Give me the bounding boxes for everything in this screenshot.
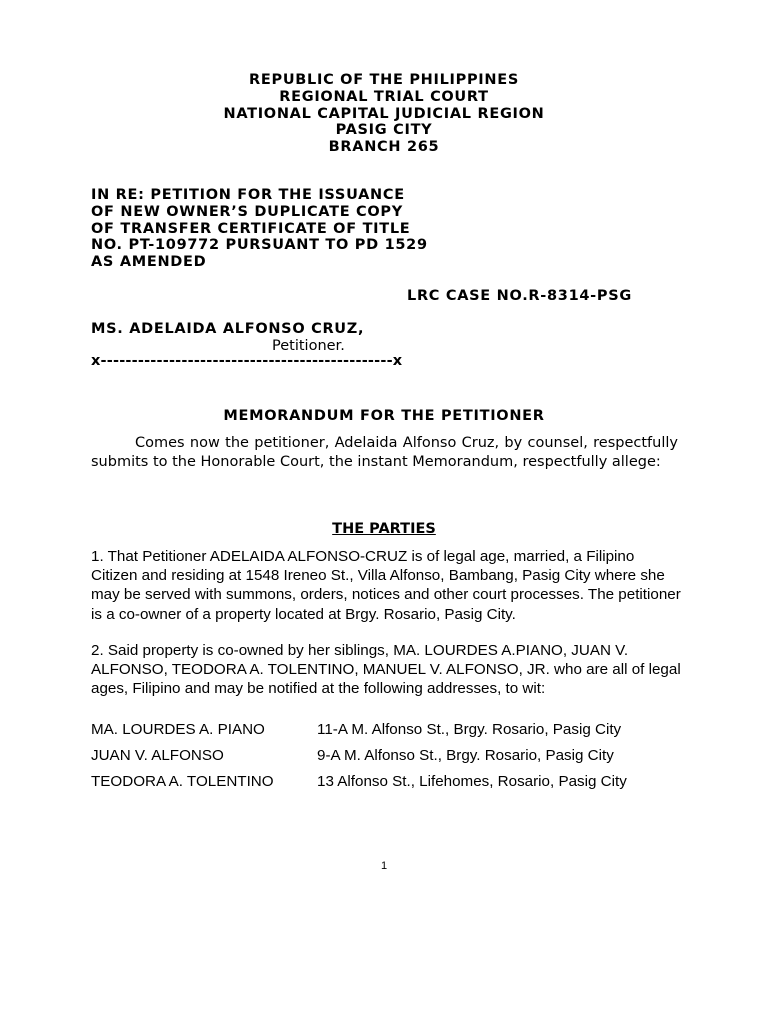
memorandum-title: MEMORANDUM FOR THE PETITIONER [223,408,545,424]
sibling-address: 13 Alfonso St., Lifehomes, Rosario, Pasig City [317,773,627,790]
intro-paragraph: Comes now the petitioner, Adelaida Alfonso Cruz, by counsel, respectfully submits to the Honorable Court, the instant Memorandum, respectfully allege: [91,435,678,470]
paragraph-1: 1. That Petitioner ADELAIDA ALFONSO-CRUZ is of legal age, married, a Filipino Citizen and residing at 1548 Ireneo St., Villa Alfonso, Bambang, Pasig City where she may be served with summons, orders, notices and other court processes. The petitioner is a co-owner of a property located at Brgy. Rosario, Pasig City. [91,548,681,623]
case-caption [91,187,428,271]
court-line: PASIG CITY [335,122,433,139]
court-line: NATIONAL CAPITAL JUDICIAL REGION [223,105,545,122]
caption-line: OF TRANSFER CERTIFICATE OF TITLE [91,220,411,237]
paragraph-2: 2. Said property is co-owned by her siblings, MA. LOURDES A.PIANO, JUAN V. ALFONSO, TEODORA A. TOLENTINO, MANUEL V. ALFONSO, JR. who are all of legal ages, Filipino and may be notified at the following addresses, to wit: [91,642,681,698]
caption-line: OF NEW OWNER’S DUPLICATE COPY [91,203,403,220]
court-line: REGIONAL TRIAL COURT [279,88,489,105]
case-number: LRC CASE NO.R-8314-PSG [407,288,632,304]
caption-line: NO. PT-109772 PURSUANT TO PD 1529 [91,237,428,254]
sibling-address: 9-A M. Alfonso St., Brgy. Rosario, Pasig City [317,747,614,764]
page-number: 1 [380,860,388,872]
sibling-address: 11-A M. Alfonso St., Brgy. Rosario, Pasig City [317,721,622,738]
petitioner-name: MS. ADELAIDA ALFONSO CRUZ, [91,321,365,337]
section-title-parties: THE PARTIES [332,521,436,537]
sibling-name: MA. LOURDES A. PIANO [91,721,265,738]
court-line: BRANCH 265 [328,139,440,156]
petitioner-role: Petitioner. [272,338,345,354]
sibling-name: TEODORA A. TOLENTINO [91,773,274,790]
court-heading [0,72,768,156]
court-line: REPUBLIC OF THE PHILIPPINES [249,72,519,88]
sibling-name: JUAN V. ALFONSO [91,747,224,764]
caption-line: AS AMENDED [91,254,207,271]
caption-separator: x-----------------------------------------------x [91,353,403,369]
caption-line: IN RE: PETITION FOR THE ISSUANCE [91,187,405,203]
